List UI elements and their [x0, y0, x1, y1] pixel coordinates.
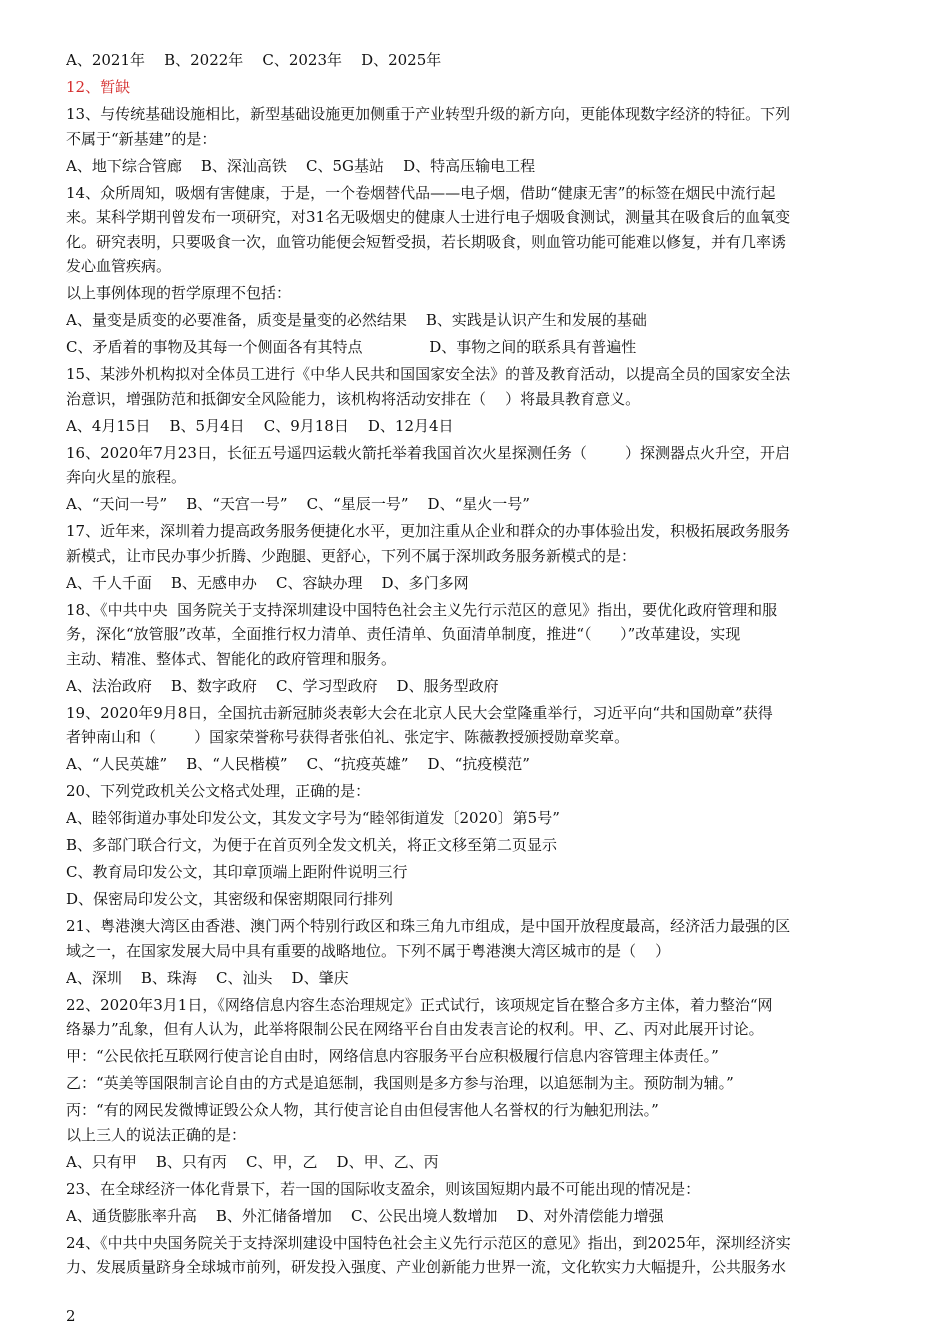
answer-options-q23: A、通货膨胀率升高 B、外汇储备增加 C、公民出境人数增加 D、对外清偿能力增强 — [66, 1206, 664, 1225]
question-22-text: 络暴力”乱象，但有人认为，此举将限制公民在网络平台自由发表言论的权利。甲、乙、丙对此展开讨论。 — [66, 1020, 764, 1038]
answer-options-q16: A、“天问一号” B、“天宫一号” C、“星辰一号” D、“星火一号” — [66, 495, 530, 513]
answer-option-q20-a: A、睦邻街道办事处印发公文，其发文字号为“睦邻街道发〔2020〕第5号” — [66, 809, 560, 827]
question-15-text: 治意识，增强防范和抵御安全风险能力，该机构将活动安排在（ ）将最具教育意义。 — [66, 389, 641, 408]
question-19-text: 19、2020年9月8日，全国抗击新冠肺炎表彰大会在北京人民大会堂隆重举行，习近平向“共和国勋章”获得 — [66, 703, 773, 722]
answer-options-q11: A、2021年 B、2022年 C、2023年 D、2025年 — [66, 51, 442, 69]
answer-option-q20-b: B、多部门联合行文，为便于在首页列全发文机关，将正文移至第二页显示 — [66, 836, 558, 854]
question-23-text: 23、在全球经济一体化背景下，若一国的国际收支盈余，则该国短期内最不可能出现的情况是： — [66, 1179, 701, 1198]
question-14-text: 发心血管疾病。 — [66, 257, 172, 275]
question-14-prompt: 以上事例体现的哲学原理不包括： — [66, 284, 292, 302]
answer-options-q17: A、千人千面 B、无感申办 C、容缺办理 D、多门多网 — [66, 573, 469, 592]
question-18-text: 18、《中共中央 国务院关于支持深圳建设中国特色社会主义先行示范区的意见》指出，要优化政府管理和服 — [66, 600, 778, 619]
question-16-text: 奔向火星的旅程。 — [66, 468, 187, 486]
question-22-statement-yi: 乙：“英美等国限制言论自由的方式是追惩制，我国则是多方参与治理，以追惩制为主。预防制为辅。” — [66, 1074, 734, 1092]
question-13-text: 13、与传统基础设施相比，新型基础设施更加侧重于产业转型升级的新方向，更能体现数字经济的特征。下列 — [66, 105, 791, 123]
answer-options-q19: A、“人民英雄” B、“人民楷模” C、“抗疫英雄” D、“抗疫模范” — [66, 755, 530, 773]
question-18-text: 主动、精准、整体式、智能化的政府管理和服务。 — [66, 649, 397, 668]
question-17-text: 17、近年来，深圳着力提高政务服务便捷化水平，更加注重从企业和群众的办事体验出发，积极拓展政务服务 — [66, 522, 791, 540]
answer-option-q20-c: C、教育局印发公文，其印章顶端上距附件说明三行 — [66, 863, 408, 881]
question-17-text: 新模式，让市民办事少折腾、少跑腿、更舒心，下列不属于深圳政务服务新模式的是： — [66, 546, 637, 565]
question-22-statement-bing: 丙：“有的网民发微博证毁公众人物，其行使言论自由但侵害他人名誉权的行为触犯刑法。” — [66, 1101, 659, 1119]
answer-options-q21: A、深圳 B、珠海 C、汕头 D、肇庆 — [66, 968, 349, 987]
question-21-text: 域之一，在国家发展大局中具有重要的战略地位。下列不属于粤港澳大湾区城市的是（ ） — [66, 941, 671, 960]
page-number: 2 — [66, 1307, 76, 1325]
answer-options-q22: A、只有甲 B、只有丙 C、甲，乙 D、甲、乙、丙 — [66, 1152, 439, 1171]
question-22-text: 22、2020年3月1日，《网络信息内容生态治理规定》正式试行，该项规定旨在整合多方主体，着力整治“网 — [66, 995, 773, 1014]
answer-option-q20-d: D、保密局印发公文，其密级和保密期限同行排列 — [66, 890, 394, 908]
question-16-text: 16、2020年7月23日，长征五号遥四运载火箭托举着我国首次火星探测任务（ ）探测器点火升空，开启 — [66, 443, 791, 462]
document-page — [66, 48, 888, 1280]
question-19-text: 者钟南山和（ ）国家荣誉称号获得者张伯礼、张定宇、陈薇教授颁授勋章奖章。 — [66, 728, 630, 746]
question-20-text: 20、下列党政机关公文格式处理，正确的是： — [66, 782, 371, 800]
question-14-text: 14、众所周知，吸烟有害健康，于是，一个卷烟替代品——电子烟，借助“健康无害”的标签在烟民中流行起 — [66, 183, 776, 202]
question-22-statement-jia: 甲：“公民依托互联网行使言论自由时，网络信息内容服务平台应积极履行信息内容管理主体责任。” — [66, 1047, 719, 1065]
question-24-text: 24、《中共中央国务院关于支持深圳建设中国特色社会主义先行示范区的意见》指出，到2025年，深圳经济实 — [66, 1233, 791, 1252]
question-18-text: 务，深化“放管服”改革，全面推行权力清单、责任清单、负面清单制度，推进“（ ）”改革建设，实现 — [66, 625, 741, 643]
question-24-text: 力、发展质量跻身全球城市前列，研发投入强度、产业创新能力世界一流，文化软实力大幅提升，公共服务水 — [66, 1258, 787, 1276]
question-12-missing: 12、暂缺 — [66, 78, 131, 96]
answer-options-q14: C、矛盾着的事物及其每一个侧面各有其特点 D、事物之间的联系具有普遍性 — [66, 338, 637, 356]
answer-options-q15: A、4月15日 B、5月4日 C、9月18日 D、12月4日 — [66, 416, 454, 435]
answer-options-q14: A、量变是质变的必要准备，质变是量变的必然结果 B、实践是认识产生和发展的基础 — [66, 311, 647, 329]
question-13-text: 不属于“新基建”的是： — [66, 129, 217, 148]
question-15-text: 15、某涉外机构拟对全体员工进行《中华人民共和国国家安全法》的普及教育活动，以提高全员的国家安全法 — [66, 365, 791, 383]
question-14-text: 来。某科学期刊曾发布一项研究，对31名无吸烟史的健康人士进行电子烟吸食测试，测量其在吸食后的血氧变 — [66, 208, 791, 226]
question-22-prompt: 以上三人的说法正确的是： — [66, 1125, 247, 1144]
answer-options-q18: A、法治政府 B、数字政府 C、学习型政府 D、服务型政府 — [66, 676, 499, 695]
question-14-text: 化。研究表明，只要吸食一次，血管功能便会短暂受损，若长期吸食，则血管功能可能难以修复，并有几率诱 — [66, 232, 787, 251]
answer-options-q13: A、地下综合管廊 B、深汕高铁 C、5G基站 D、特高压输电工程 — [66, 156, 536, 175]
question-21-text: 21、粤港澳大湾区由香港、澳门两个特别行政区和珠三角九市组成，是中国开放程度最高，经济活力最强的区 — [66, 917, 791, 935]
